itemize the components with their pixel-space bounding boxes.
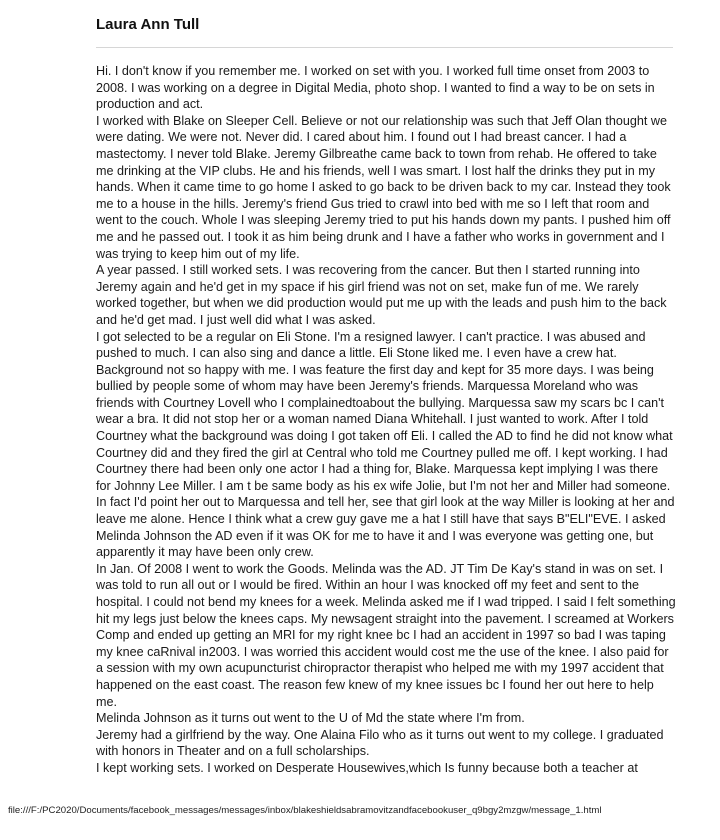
message-paragraph: Melinda Johnson as it turns out went to the U of Md the state where I'm from. xyxy=(96,711,525,726)
message-paragraph: Hi. I don't know if you remember me. I worked on set with you. I worked full time onset from 2003 to 2008. I was working on a degree in Digital Media, photo shop. I wanted to find a way to be on sets in production and act. xyxy=(96,64,655,112)
header-divider xyxy=(96,47,673,48)
file-path-footer: file:///F:/PC2020/Documents/facebook_messages/messages/inbox/blakeshieldsabramovitzandfacebookuser_q9bgy2mzgw/message_1.html xyxy=(8,805,602,816)
message-paragraph: A year passed. I still worked sets. I was recovering from the cancer. But then I started running into Jeremy again and he'd get in my space if his girl friend was not on set, make fun of me. We rarely worked together, but when we did production would put me up with the leads and push him to the back and he'd get mad. I just well did what I was asked. xyxy=(96,263,667,327)
message-paragraph: In Jan. Of 2008 I went to work the Goods. Melinda was the AD. JT Tim De Kay's stand in was on set. I was told to run all out or I would be fired. Within an hour I was knocked off my feet and sent to the hospital. I could not bend my knees for a week. Melinda asked me if I wad tripped. I said I felt something hit my legs just below the knees caps. My newsagent straight into the pavement. I screamed at Workers Comp and ended up getting an MRI for my right knee bc I had an accident in 1997 so bad I was taping my knee caRnival in2003. I was worried this accident would cost me the use of the knee. I also paid for a session with my own acupuncturist chiropractor therapist who helped me with my 1997 accident that happened on the east coast. The reason few knew of my knee issues bc I found her out here to help me. xyxy=(96,561,676,709)
message-paragraph: I worked with Blake on Sleeper Cell. Believe or not our relationship was such that Jeff Olan thought we were dating. We were not. Never did. I cared about him. I found out I had breast cancer. I had a mastectomy. I never told Blake. Jeremy Gilbreathe came back to town from rehab. He offered to take me drinking at the VIP clubs. He and his friends, well I was smart. I lost half the drinks they put in my hands. When it came time to go home I asked to go back to be driven back to my car. Instead they took me to a house in the hills. Jeremy's friend Gus tried to crawl into bed with me so I left that room and went to the couch. Whole I was sleeping Jeremy tried to put his hands down my pants. I pushed him off me and he passed out. I took it as him being drunk and I have a father who works in government and I was trying to keep him out of my life. xyxy=(96,113,671,261)
sender-name: Laura Ann Tull xyxy=(96,16,200,33)
message-paragraph: I got selected to be a regular on Eli Stone. I'm a resigned lawyer. I can't practice. I was abused and pushed to much. I can also sing and dance a little. Eli Stone liked me. I even have a crew hat. Background not so happy with me. I was feature the first day and kept for 35 more days. I was being bullied by people some of whom may have been Jeremy's friends. Marquessa Moreland who was friends with Courtney Lovell who I complainedtoabout the bullying. Marquessa saw my scars bc I can't wear a bra. It did not stop her or a woman named Diana Whitehall. I just wanted to work. After I told Courtney what the background was doing I got taken off Eli. I called the AD to find he did not know what Courtney did and they fired the girl at Central who told me Courtney pulled me off. I kept working. I had Courtney there had been only one actor I had a thing for, Blake. Marquessa kept implying I was there for Johnny Lee Miller. I am t be same body as his ex wife Jolie, but I'm not her and Miller had someone. In fact I'd point her out to Marquessa and tell her, see that girl look at the way Miller is looking at her and leave me alone. Hence I think what a crew guy gave me a hat I still have that says B"ELI"EVE. I asked Melinda Johnson the AD even if it was OK for me to have it and I was everyone was getting one, but apparently it may have been only crew. xyxy=(96,329,675,560)
message-body xyxy=(96,63,676,777)
message-paragraph: Jeremy had a girlfriend by the way. One Alaina Filo who as it turns out went to my college. I graduated with honors in Theater and on a full scholarships. xyxy=(96,727,664,759)
message-paragraph: I kept working sets. I worked on Desperate Housewives,which Is funny because both a teacher at xyxy=(96,760,638,775)
